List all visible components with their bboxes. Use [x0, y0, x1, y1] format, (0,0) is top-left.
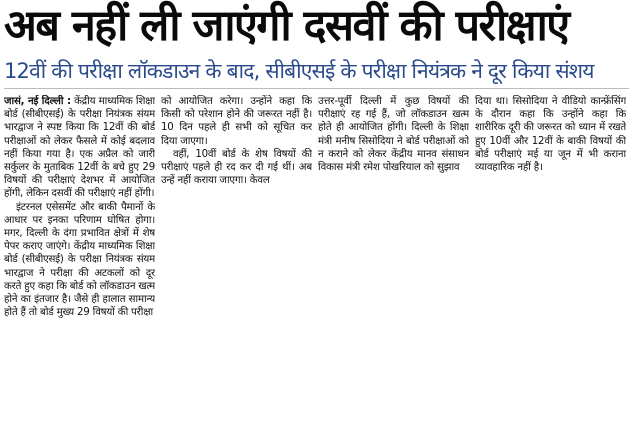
article-body: [4, 95, 629, 419]
article-paragraph: वहीं, 10वीं बोर्ड के शेष विषयों की परीक्षाएं पहले ही रद कर दी गई थीं। अब उन्हें नहीं कराया जाएगा। केवल: [161, 148, 312, 187]
article-paragraph: दिया था। सिसोदिया ने वीडियो कान्फ्रेंसिंग के दौरान कहा कि उन्होंने कहा कि शारीरिक दूरी की जरूरत को ध्यान में रखते हुए 10वीं और 12वीं के बाकी विषयों की बोर्ड परीक्षाएं मई या जून में भी कराना व्यावहारिक नहीं है।: [475, 96, 626, 174]
article-column-4: [475, 95, 626, 419]
article-paragraph: को आयोजित करेगा। उन्होंने कहा कि किसी को परेशान होने की जरूरत नहीं है। 10 दिन पहले ही सभी को सूचित कर दिया जाएगा।: [161, 96, 312, 147]
article-column-1: [4, 95, 155, 419]
article-column-3: [318, 95, 469, 419]
subheadline: 12वीं की परीक्षा लॉकडाउन के बाद, सीबीएसई के परीक्षा नियंत्रक ने दूर किया संशय: [4, 59, 594, 83]
article-paragraph: उत्तर-पूर्वी दिल्ली में कुछ विषयों की परीक्षाएं रह गई हैं, जो लॉकडाउन खत्म होते ही आयोजित होंगी। दिल्ली के शिक्षा मंत्री मनीष सिसोदिया ने बोर्ड परीक्षाओं को न कराने को लेकर केंद्रीय मानव संसाधन विकास मंत्री रमेश पोखरियाल को सुझाव: [318, 96, 469, 174]
dateline: जासं, नई दिल्ली :: [4, 96, 71, 107]
divider: [4, 88, 629, 89]
paragraph-text: केंद्रीय माध्यमिक शिक्षा बोर्ड (सीबीएसई) के परीक्षा नियंत्रक संयम भारद्वाज ने स्पष्ट किया कि 12वीं की बोर्ड परीक्षाओं को लेकर फैसले में कोई बदलाव नहीं किया गया है। एक अप्रैल को जारी सर्कुलर के मुताबिक 12वीं के बचे हुए 29 विषयों की परीक्षाएं देशभर में आयोजित होंगी, लेकिन दसवीं की परीक्षाएं नहीं होंगी।: [4, 96, 155, 200]
article-paragraph: इंटरनल एसेसमेंट और बाकी पैमानों के आधार पर इनका परिणाम घोषित होगा। मगर, दिल्ली के दंगा प्रभावित क्षेत्रों में शेष पेपर कराए जाएंगे। केंद्रीय माध्यमिक शिक्षा बोर्ड (सीबीएसई) के परीक्षा नियंत्रक संयम भारद्वाज ने परीक्षा की अटकलों को दूर करते हुए कहा कि बोर्ड को लॉकडाउन खत्म होने का इंतजार है। जैसे ही हालात सामान्य होते हैं तो बोर्ड मुख्य 29 विषयों की परीक्षा: [4, 201, 155, 319]
article-column-2: [161, 95, 312, 419]
headline: अब नहीं ली जाएंगी दसवीं की परीक्षाएं: [4, 1, 569, 51]
article-paragraph: [4, 95, 155, 201]
